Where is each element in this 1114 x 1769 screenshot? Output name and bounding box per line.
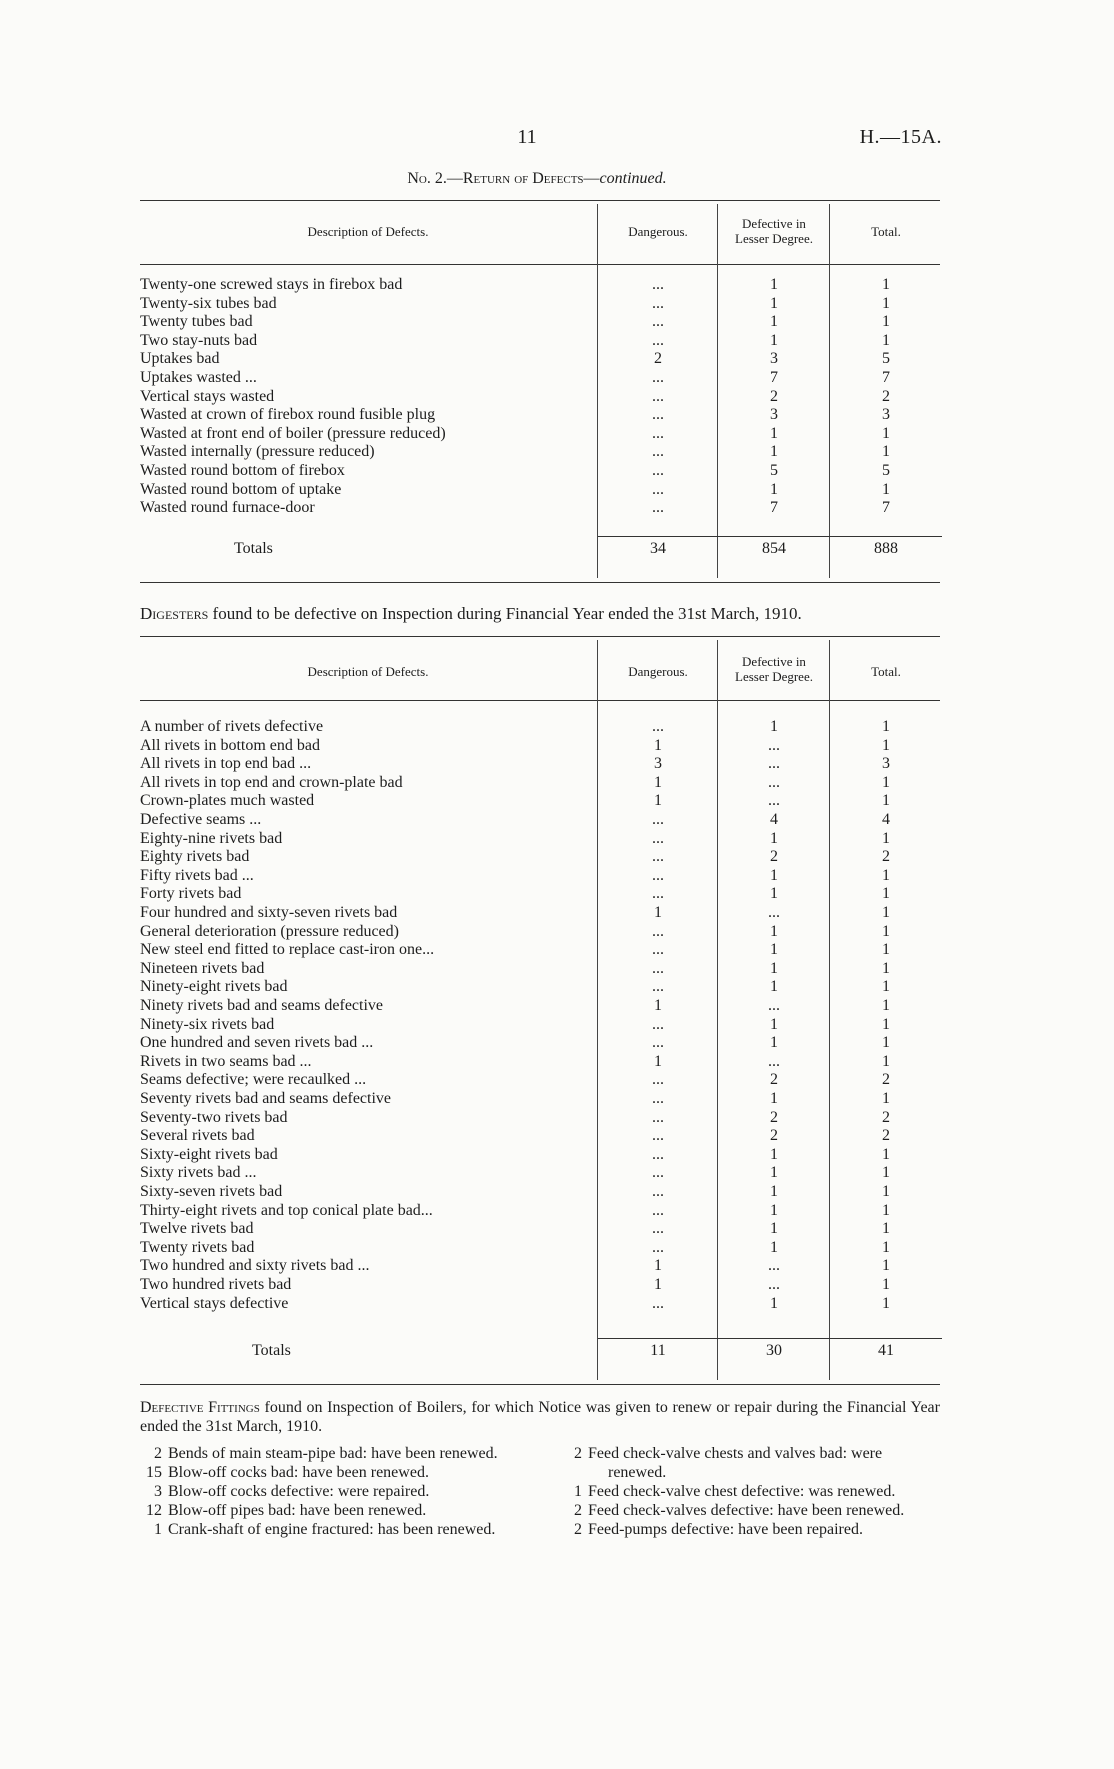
row-lesser-degree: ... xyxy=(768,904,780,921)
list-item xyxy=(140,1520,540,1539)
row-total: 2 xyxy=(882,1071,890,1089)
row-total: 7 xyxy=(882,369,890,386)
row-lesser-degree: 1 xyxy=(770,294,778,312)
fitting-text: Feed check-valve chests and valves bad: were renewed. xyxy=(588,1445,883,1481)
page-number: 11 xyxy=(517,126,537,148)
row-lesser-degree: 1 xyxy=(770,1090,778,1107)
table-row xyxy=(140,1202,940,1221)
row-lesser-degree: 7 xyxy=(770,369,778,386)
row-lesser-degree: ... xyxy=(768,997,780,1014)
row-lesser-degree: 1 xyxy=(770,866,778,884)
row-description: Vertical stays defective xyxy=(140,1294,289,1312)
table-row xyxy=(140,1295,940,1314)
row-lesser-degree: ... xyxy=(768,1052,780,1070)
table-row xyxy=(140,1034,940,1053)
row-dangerous: ... xyxy=(652,1220,664,1238)
row-lesser-degree: 1 xyxy=(770,276,778,293)
table-row xyxy=(140,867,940,886)
table1-title xyxy=(0,170,1094,188)
row-dangerous: 1 xyxy=(654,997,662,1014)
row-dangerous: ... xyxy=(652,885,664,903)
row-total: 1 xyxy=(882,792,890,810)
list-item xyxy=(140,1501,540,1520)
table1-title-suffix: continued. xyxy=(599,170,667,187)
row-total: 1 xyxy=(882,294,890,312)
row-total: 1 xyxy=(882,424,890,442)
table-row xyxy=(140,1109,940,1128)
row-dangerous: ... xyxy=(652,424,664,442)
row-description: Wasted at crown of firebox round fusible plug xyxy=(140,406,436,424)
row-total: 2 xyxy=(882,1108,890,1126)
row-total: 1 xyxy=(882,480,890,498)
row-lesser-degree: 1 xyxy=(770,978,778,996)
row-lesser-degree: 2 xyxy=(770,1127,778,1145)
row-dangerous: 1 xyxy=(654,736,662,754)
totals-label: Totals xyxy=(234,540,273,557)
table-row xyxy=(140,718,940,737)
fitting-text: Feed check-valve chest defective: was renewed. xyxy=(588,1483,896,1500)
table-row xyxy=(140,462,940,481)
row-total: 1 xyxy=(882,1201,890,1219)
fitting-quantity: 2 xyxy=(154,1445,162,1462)
table-row xyxy=(140,792,940,811)
row-lesser-degree: 1 xyxy=(770,959,778,977)
row-lesser-degree: ... xyxy=(768,792,780,810)
table-row xyxy=(140,499,940,518)
row-total: 1 xyxy=(882,443,890,461)
table-row xyxy=(140,369,940,388)
row-description: All rivets in top end and crown-plate bad xyxy=(140,773,403,791)
row-dangerous: ... xyxy=(652,1238,664,1256)
row-dangerous: ... xyxy=(652,406,664,424)
table-row xyxy=(140,960,940,979)
row-dangerous: ... xyxy=(652,276,664,293)
row-dangerous: ... xyxy=(652,1145,664,1163)
header-lesser-line1: Defective in xyxy=(742,654,806,669)
totals-lesser: 30 xyxy=(766,1342,782,1359)
row-dangerous: ... xyxy=(652,1294,664,1312)
row-total: 1 xyxy=(882,1294,890,1312)
fitting-text: Blow-off cocks bad: have been renewed. xyxy=(168,1464,429,1481)
row-lesser-degree: 3 xyxy=(770,406,778,424)
fitting-quantity: 2 xyxy=(574,1521,582,1538)
row-lesser-degree: ... xyxy=(768,736,780,754)
document-reference: H.—15A. xyxy=(859,126,942,148)
table-row xyxy=(140,313,940,332)
row-lesser-degree: 5 xyxy=(770,462,778,479)
table-row xyxy=(140,350,940,369)
row-dangerous: 1 xyxy=(654,773,662,791)
fitting-text: Crank-shaft of engine fractured: has been renewed. xyxy=(168,1521,496,1538)
table2-title xyxy=(140,604,970,624)
fitting-text: Blow-off pipes bad: have been renewed. xyxy=(168,1502,427,1519)
row-description: Twenty-six tubes bad xyxy=(140,294,277,312)
row-dangerous: ... xyxy=(652,941,664,959)
table-row xyxy=(140,774,940,793)
row-total: 7 xyxy=(882,499,890,517)
row-description: All rivets in bottom end bad xyxy=(140,736,320,754)
header-description: Description of Defects. xyxy=(307,224,429,239)
row-lesser-degree: 1 xyxy=(770,331,778,349)
row-dangerous: ... xyxy=(652,1164,664,1182)
fitting-quantity: 3 xyxy=(154,1483,162,1500)
table-row xyxy=(140,904,940,923)
row-total: 3 xyxy=(882,406,890,424)
table-row xyxy=(140,1146,940,1165)
row-dangerous: ... xyxy=(652,1108,664,1126)
table-row xyxy=(140,1071,940,1090)
row-description: Four hundred and sixty-seven rivets bad xyxy=(140,904,398,921)
row-lesser-degree: 3 xyxy=(770,350,778,368)
row-lesser-degree: 7 xyxy=(770,499,778,517)
row-description: Several rivets bad xyxy=(140,1127,255,1145)
row-description: Fifty rivets bad ... xyxy=(140,866,254,884)
row-description: Ninety-six rivets bad xyxy=(140,1015,275,1033)
row-dangerous: ... xyxy=(652,331,664,349)
totals-total: 888 xyxy=(874,540,898,557)
table2-totals-row xyxy=(140,1342,940,1361)
row-dangerous: ... xyxy=(652,922,664,940)
defects-table xyxy=(140,200,940,584)
row-lesser-degree: 1 xyxy=(770,1183,778,1200)
list-item xyxy=(140,1444,540,1463)
table-row xyxy=(140,830,940,849)
header-lesser-degree xyxy=(718,654,830,684)
row-total: 1 xyxy=(882,1183,890,1200)
totals-total: 41 xyxy=(878,1342,894,1359)
row-dangerous: ... xyxy=(652,959,664,977)
row-description: Two hundred rivets bad xyxy=(140,1276,292,1293)
row-dangerous: ... xyxy=(652,313,664,331)
row-description: Twenty tubes bad xyxy=(140,313,253,331)
table-row xyxy=(140,755,940,774)
list-item xyxy=(560,1482,944,1501)
row-description: Seventy-two rivets bad xyxy=(140,1108,288,1126)
row-total: 1 xyxy=(882,1276,890,1293)
row-total: 1 xyxy=(882,904,890,921)
table-row xyxy=(140,885,940,904)
table-row xyxy=(140,388,940,407)
table-row xyxy=(140,276,940,295)
row-lesser-degree: 1 xyxy=(770,443,778,461)
header-lesser-degree xyxy=(718,216,830,246)
row-dangerous: ... xyxy=(652,829,664,847)
header-lesser-line1: Defective in xyxy=(742,216,806,231)
table2-title-rest: found to be defective on Inspection during Financial Year ended the 31st March, 1910. xyxy=(208,604,802,623)
row-total: 1 xyxy=(882,959,890,977)
row-total: 1 xyxy=(882,1164,890,1182)
row-lesser-degree: ... xyxy=(768,1276,780,1293)
totals-lesser: 854 xyxy=(762,540,786,557)
row-lesser-degree: 1 xyxy=(770,941,778,959)
fitting-quantity: 1 xyxy=(574,1483,582,1500)
table-row xyxy=(140,295,940,314)
row-description: Sixty rivets bad ... xyxy=(140,1164,257,1182)
header-lesser-line2: Lesser Degree. xyxy=(735,669,813,684)
row-description: Defective seams ... xyxy=(140,811,262,828)
totals-label: Totals xyxy=(252,1342,291,1359)
row-total: 1 xyxy=(882,1220,890,1238)
row-lesser-degree: 2 xyxy=(770,387,778,405)
row-total: 1 xyxy=(882,1090,890,1107)
row-lesser-degree: 1 xyxy=(770,829,778,847)
list-item xyxy=(140,1463,540,1482)
row-dangerous: ... xyxy=(652,443,664,461)
row-dangerous: ... xyxy=(652,1201,664,1219)
row-description: Twenty rivets bad xyxy=(140,1238,255,1256)
row-total: 1 xyxy=(882,997,890,1014)
header-total: Total. xyxy=(871,664,901,679)
table-row xyxy=(140,997,940,1016)
row-total: 1 xyxy=(882,718,890,735)
row-lesser-degree: 1 xyxy=(770,922,778,940)
fitting-text: Feed check-valves defective: have been renewed. xyxy=(588,1502,905,1519)
row-description: Seventy rivets bad and seams defective xyxy=(140,1090,392,1107)
row-description: Forty rivets bad xyxy=(140,885,242,903)
row-dangerous: ... xyxy=(652,369,664,386)
row-description: Sixty-eight rivets bad xyxy=(140,1145,278,1163)
fittings-right-list xyxy=(560,1444,944,1539)
row-total: 2 xyxy=(882,848,890,866)
row-dangerous: ... xyxy=(652,1034,664,1052)
row-total: 1 xyxy=(882,941,890,959)
row-total: 1 xyxy=(882,736,890,754)
row-description: Rivets in two seams bad ... xyxy=(140,1052,312,1070)
list-item xyxy=(560,1520,944,1539)
fitting-text: Feed-pumps defective: have been repaired. xyxy=(588,1521,863,1538)
table-row xyxy=(140,1127,940,1146)
table1-title-prefix: No. 2.—Return of Defects— xyxy=(407,170,600,187)
list-item xyxy=(140,1482,540,1501)
row-total: 1 xyxy=(882,885,890,903)
row-description: Ninety-eight rivets bad xyxy=(140,978,288,996)
table-row xyxy=(140,848,940,867)
table-row xyxy=(140,443,940,462)
fitting-quantity: 12 xyxy=(146,1502,162,1519)
totals-dangerous: 11 xyxy=(650,1342,666,1359)
row-total: 1 xyxy=(882,1257,890,1275)
row-dangerous: ... xyxy=(652,1183,664,1200)
fitting-text: Blow-off cocks defective: were repaired. xyxy=(168,1483,430,1500)
row-dangerous: 1 xyxy=(654,792,662,810)
row-dangerous: 1 xyxy=(654,1276,662,1293)
row-description: Uptakes wasted ... xyxy=(140,369,257,386)
row-dangerous: ... xyxy=(652,978,664,996)
table-row xyxy=(140,425,940,444)
table-row xyxy=(140,1183,940,1202)
fittings-left-list xyxy=(140,1444,540,1539)
row-lesser-degree: 1 xyxy=(770,1164,778,1182)
row-lesser-degree: 1 xyxy=(770,1220,778,1238)
row-dangerous: ... xyxy=(652,462,664,479)
row-description: Wasted round bottom of firebox xyxy=(140,462,345,479)
row-description: A number of rivets defective xyxy=(140,718,324,735)
row-dangerous: 3 xyxy=(654,755,662,773)
row-description: Twenty-one screwed stays in firebox bad xyxy=(140,276,403,293)
row-dangerous: ... xyxy=(652,480,664,498)
row-dangerous: ... xyxy=(652,718,664,735)
row-dangerous: ... xyxy=(652,848,664,866)
row-lesser-degree: 2 xyxy=(770,1108,778,1126)
row-lesser-degree: 1 xyxy=(770,1034,778,1052)
header-dangerous: Dangerous. xyxy=(628,224,688,239)
table2-title-prefix: Digesters xyxy=(140,604,209,623)
row-lesser-degree: ... xyxy=(768,1257,780,1275)
fitting-quantity: 2 xyxy=(574,1445,582,1462)
table-row xyxy=(140,737,940,756)
list-item xyxy=(560,1444,944,1482)
row-total: 1 xyxy=(882,1145,890,1163)
row-total: 1 xyxy=(882,1034,890,1052)
table-row xyxy=(140,811,940,830)
row-description: Sixty-seven rivets bad xyxy=(140,1183,283,1200)
table-row xyxy=(140,332,940,351)
row-description: Uptakes bad xyxy=(140,350,220,368)
row-description: Wasted at front end of boiler (pressure reduced) xyxy=(140,424,446,442)
row-lesser-degree: 1 xyxy=(770,1238,778,1256)
table-row xyxy=(140,406,940,425)
table-row xyxy=(140,1239,940,1258)
table1-totals-row xyxy=(140,540,940,559)
row-lesser-degree: 1 xyxy=(770,1201,778,1219)
row-total: 1 xyxy=(882,829,890,847)
row-dangerous: ... xyxy=(652,1090,664,1107)
row-lesser-degree: ... xyxy=(768,773,780,791)
row-description: One hundred and seven rivets bad ... xyxy=(140,1034,374,1052)
totals-dangerous: 34 xyxy=(650,540,666,557)
header-lesser-line2: Lesser Degree. xyxy=(735,231,813,246)
row-description: Thirty-eight rivets and top conical plate bad... xyxy=(140,1201,433,1219)
fitting-quantity: 2 xyxy=(574,1502,582,1519)
table-row xyxy=(140,1016,940,1035)
row-lesser-degree: 1 xyxy=(770,480,778,498)
table-row xyxy=(140,1257,940,1276)
row-description: Nineteen rivets bad xyxy=(140,959,265,977)
table-row xyxy=(140,481,940,500)
table-row xyxy=(140,1053,940,1072)
row-lesser-degree: 1 xyxy=(770,718,778,735)
fittings-heading-prefix: Defective Fittings xyxy=(140,1399,260,1416)
fittings-heading xyxy=(140,1398,940,1436)
fitting-text: Bends of main steam-pipe bad: have been renewed. xyxy=(168,1445,498,1462)
row-description: Crown-plates much wasted xyxy=(140,792,315,810)
table-row xyxy=(140,941,940,960)
row-dangerous: 2 xyxy=(654,350,662,368)
row-dangerous: ... xyxy=(652,499,664,517)
row-total: 2 xyxy=(882,387,890,405)
row-total: 1 xyxy=(882,978,890,996)
row-description: Wasted internally (pressure reduced) xyxy=(140,443,375,461)
fittings-heading-rest: found on Inspection of Boilers, for which Notice was given to renew or repair during the Financial Year ended the 31st March, 1910. xyxy=(140,1399,940,1435)
row-total: 2 xyxy=(882,1127,890,1145)
row-description: Two hundred and sixty rivets bad ... xyxy=(140,1257,370,1275)
table-row xyxy=(140,1220,940,1239)
digesters-table xyxy=(140,636,940,1386)
row-lesser-degree: 1 xyxy=(770,313,778,331)
row-dangerous: ... xyxy=(652,1071,664,1089)
row-description: Eighty-nine rivets bad xyxy=(140,829,283,847)
row-total: 5 xyxy=(882,350,890,368)
row-description: Wasted round bottom of uptake xyxy=(140,480,342,498)
header-description: Description of Defects. xyxy=(307,664,429,679)
table-row xyxy=(140,923,940,942)
row-dangerous: ... xyxy=(652,387,664,405)
header-dangerous: Dangerous. xyxy=(628,664,688,679)
row-total: 1 xyxy=(882,866,890,884)
row-dangerous: ... xyxy=(652,1015,664,1033)
row-lesser-degree: ... xyxy=(768,755,780,773)
row-total: 1 xyxy=(882,1015,890,1033)
row-lesser-degree: 2 xyxy=(770,848,778,866)
row-dangerous: 1 xyxy=(654,1257,662,1275)
row-description: Two stay-nuts bad xyxy=(140,331,258,349)
row-lesser-degree: 4 xyxy=(770,811,778,828)
row-description: Eighty rivets bad xyxy=(140,848,250,866)
row-total: 3 xyxy=(882,755,890,773)
row-dangerous: 1 xyxy=(654,1052,662,1070)
row-description: Seams defective; were recaulked ... xyxy=(140,1071,367,1089)
row-lesser-degree: 1 xyxy=(770,1145,778,1163)
header-total: Total. xyxy=(871,224,901,239)
row-lesser-degree: 1 xyxy=(770,424,778,442)
fitting-quantity: 1 xyxy=(154,1521,162,1538)
row-dangerous: ... xyxy=(652,1127,664,1145)
row-lesser-degree: 2 xyxy=(770,1071,778,1089)
row-lesser-degree: 1 xyxy=(770,1015,778,1033)
list-item xyxy=(560,1501,944,1520)
row-description: All rivets in top end bad ... xyxy=(140,755,312,773)
row-dangerous: 1 xyxy=(654,904,662,921)
row-total: 1 xyxy=(882,331,890,349)
row-lesser-degree: 1 xyxy=(770,885,778,903)
row-total: 1 xyxy=(882,276,890,293)
row-description: New steel end fitted to replace cast-iron one... xyxy=(140,941,435,959)
table-row xyxy=(140,978,940,997)
row-total: 1 xyxy=(882,313,890,331)
table-row xyxy=(140,1276,940,1295)
table-row xyxy=(140,1164,940,1183)
row-dangerous: ... xyxy=(652,866,664,884)
row-description: General deterioration (pressure reduced) xyxy=(140,922,399,940)
row-dangerous: ... xyxy=(652,294,664,312)
row-description: Twelve rivets bad xyxy=(140,1220,254,1238)
row-description: Wasted round furnace-door xyxy=(140,499,315,517)
fitting-quantity: 15 xyxy=(146,1464,162,1481)
row-total: 1 xyxy=(882,1052,890,1070)
row-total: 1 xyxy=(882,922,890,940)
table-row xyxy=(140,1090,940,1109)
row-lesser-degree: 1 xyxy=(770,1294,778,1312)
row-dangerous: ... xyxy=(652,811,664,828)
row-total: 1 xyxy=(882,773,890,791)
row-description: Vertical stays wasted xyxy=(140,387,275,405)
row-total: 1 xyxy=(882,1238,890,1256)
row-total: 4 xyxy=(882,811,890,828)
row-description: Ninety rivets bad and seams defective xyxy=(140,997,384,1014)
row-total: 5 xyxy=(882,462,890,479)
